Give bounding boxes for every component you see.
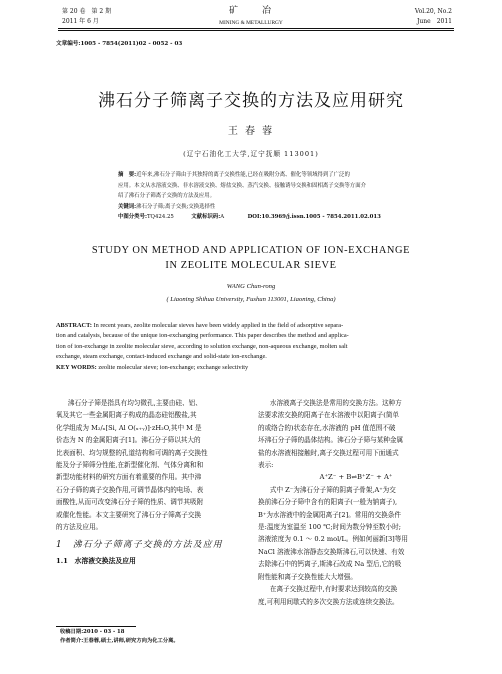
classification-line: 中图分类号:TQ424.25 文献标识码:A DOI:10.3969/j.issn.1005 - 7854.2011.02.013 bbox=[118, 214, 381, 221]
formula-explain-line-6: NaCl 溶液沸水溶静态交换斯沸石,可以快速、有效 bbox=[258, 547, 405, 556]
abstract-cn-line-2: 应用。本文从水溶液交换、非水溶液交换、熔盐交换、蒸汽交换、接触诱导交换和固相离子交换等方面介 bbox=[118, 182, 366, 189]
intro-line-4: 价态为 N 的金属阳离子[1]。沸石分子筛以其大的 bbox=[56, 436, 201, 445]
header-volume-issue-cn: 第 20 卷 第 2 期 bbox=[62, 8, 112, 15]
clc-number: TQ424.25 bbox=[146, 214, 174, 221]
footnote bbox=[60, 628, 250, 646]
abstract-en-line-2: tion and catalysis, because of the unique ion-exchanging performance. This paper describes the method and applica- bbox=[56, 332, 349, 340]
formula-explain-line-1: 式中 Z⁻为沸石分子筛的阴离子骨架,A⁺为交 bbox=[269, 485, 396, 494]
intro-line-11: 的方法及应用。 bbox=[56, 523, 103, 532]
footnote-rule bbox=[56, 626, 136, 627]
exchange-line-1: 水溶液离子交换法是常用的交换方法。这种方 bbox=[269, 399, 402, 407]
exchange-formula: A⁺Z⁻ + B⇌B⁺Z⁻ + A⁺ bbox=[319, 473, 393, 482]
header-volume-issue-en: Vol.20, No.2 bbox=[414, 8, 452, 15]
abstract-cn-line-1: 摘 要:近年来,沸石分子筛由于其独特的离子交换性能,已经在吸附分离、催化等领域得到了广泛的 bbox=[118, 172, 350, 178]
affiliation-cn: (辽宁石油化工大学,辽宁抚顺 113001) bbox=[183, 150, 319, 158]
author-bio: 作者简介:王春蓉,硕士,讲师,研究方向为化工分离。 bbox=[60, 638, 179, 644]
intro-line-8: 石分子筛的离子交换作用,可调节晶体内的电场、表 bbox=[56, 485, 204, 494]
paper-title-en-line-2: IN ZEOLITE MOLECULAR SIEVE bbox=[165, 260, 337, 271]
paper-title-en-line-1: STUDY ON METHOD AND APPLICATION OF ION-EXCHANGE bbox=[91, 245, 411, 256]
header-rule-bottom bbox=[58, 30, 454, 31]
exchange-line-2: 法要求浓交换的阳离子在水溶液中以阳离子(简单 bbox=[258, 411, 400, 420]
abstract-en-line-3: tion of ion-exchange in zeolite molecular sieve, according to solution exchange, non-aqueous exchange, molten salt bbox=[56, 342, 348, 350]
intro-line-3: 化学组成为 M₂/ₙ[Si, Al O(ₓ₊ᵧ)]·zH₂O,其中 M 是 bbox=[56, 423, 202, 432]
header-journal-en: MINING & METALLURGY bbox=[219, 20, 283, 26]
paper-title-cn: 沸石分子筛离子交换的方法及应用研究 bbox=[98, 91, 404, 111]
exchange-degree-line-2: 度,可利用间歇式的多次交换方法或连续交换法。 bbox=[258, 597, 399, 606]
header-date-cn: 2011 年 6 月 bbox=[62, 18, 99, 25]
abstract-cn-label: 摘 要: bbox=[118, 172, 137, 178]
formula-explain-line-8: 附性能和离子交换性能大大增强。 bbox=[258, 572, 357, 581]
intro-line-5: 比表面积、均匀规整的孔道结构和可调的离子交换性 bbox=[56, 448, 208, 457]
right-column bbox=[258, 397, 454, 608]
exchange-degree-line-1: 在离子交换过程中,有时要求达到较高的交换 bbox=[269, 585, 398, 594]
exchange-line-6: 表示: bbox=[258, 461, 274, 470]
article-number: 文章编号:1005 - 7854(2011)02 - 0052 - 03 bbox=[56, 41, 183, 47]
formula-explain-line-2: 换前沸石分子筛中含有的阳离子(一般为钠离子), bbox=[258, 498, 398, 507]
header-date-en: June 2011 bbox=[417, 18, 452, 25]
subsection-heading-1-1: 1.1 水溶液交换法及应用 bbox=[56, 556, 136, 565]
formula-explain-line-3: B⁺为水溶液中的金属阳离子[2]。常用的交换条件 bbox=[258, 510, 401, 519]
intro-line-6: 能及分子筛筛分性能,在新型催化剂、气体分离和和 bbox=[56, 461, 204, 470]
formula-explain-line-5: 溶液浓度为 0.1 ～ 0.2 mol/L。例如何丽新[3]等用 bbox=[258, 535, 408, 544]
intro-line-1: 沸石分子筛是指具有均匀微孔,主要由硅、铝、 bbox=[67, 399, 202, 407]
document-code: A bbox=[220, 214, 225, 221]
intro-line-10: 或催化性能。本文主要研究了沸石分子筛离子交换 bbox=[56, 510, 202, 519]
author-cn: 王 春 蓉 bbox=[227, 126, 275, 137]
exchange-line-3: 的或络合的)状态存在,水溶液的 pH 值范围不破 bbox=[258, 423, 396, 432]
abstract-en-label: ABSTRACT: bbox=[56, 322, 92, 329]
author-en: WANG Chun-rong bbox=[226, 283, 276, 290]
abstract-en bbox=[56, 321, 454, 373]
intro-line-9: 面酸性,从而可改变沸石分子筛的性质、调节其吸附 bbox=[56, 498, 204, 507]
exchange-line-5: 盐的水溶液相接触时,离子交换过程可用下面通式 bbox=[258, 448, 399, 457]
doi: DOI:10.3969/j.issn.1005 - 7854.2011.02.013 bbox=[247, 214, 381, 221]
left-column bbox=[56, 397, 248, 567]
received-date: 收稿日期:2010 - 03 - 18 bbox=[60, 629, 125, 635]
formula-explain-line-7: 去除沸石中的钙离子,斯沸石改成 Na 型后,它的吸 bbox=[258, 560, 402, 569]
header-journal-cn: 矿 冶 bbox=[228, 6, 273, 16]
intro-line-7: 新型功能材料的研究方面有着重要的作用。其中沸 bbox=[56, 473, 202, 482]
keywords-cn: 关键词:沸石分子筛;离子交换;交换选择性 bbox=[118, 203, 216, 210]
formula-explain-line-4: 是:温度为室温至 100 ℃;时间为数分钟至数小时; bbox=[258, 523, 401, 532]
exchange-line-4: 坏沸石分子筛的晶体结构。沸石分子筛与某种金属 bbox=[258, 436, 404, 445]
affiliation-en: ( Liaoning Shihua University, Fushun 113001, Liaoning, China) bbox=[166, 296, 336, 303]
abstract-en-line-4: exchange, steam exchange, contact-induced exchange and solid-state ion-exchange. bbox=[56, 353, 267, 361]
keywords-en: KEY WORDS: zeolite molecular sieve; ion-exchange; exchange selectivity bbox=[56, 363, 249, 371]
abstract-en-line-1: ABSTRACT: In recent years, zeolite molecular sieves have been widely applied in the field of adsorptive separa- bbox=[56, 322, 344, 329]
section-heading-1: 1 沸石分子筛离子交换的方法及应用 bbox=[56, 540, 223, 551]
intro-line-2: 氧及其它一些金属阳离子构成的晶态硅铝酸盐,其 bbox=[56, 411, 197, 420]
abstract-cn bbox=[118, 170, 392, 223]
abstract-cn-line-3: 绍了沸石分子筛离子交换的方法及应用。 bbox=[118, 193, 216, 200]
header-rule-top bbox=[58, 28, 454, 29]
